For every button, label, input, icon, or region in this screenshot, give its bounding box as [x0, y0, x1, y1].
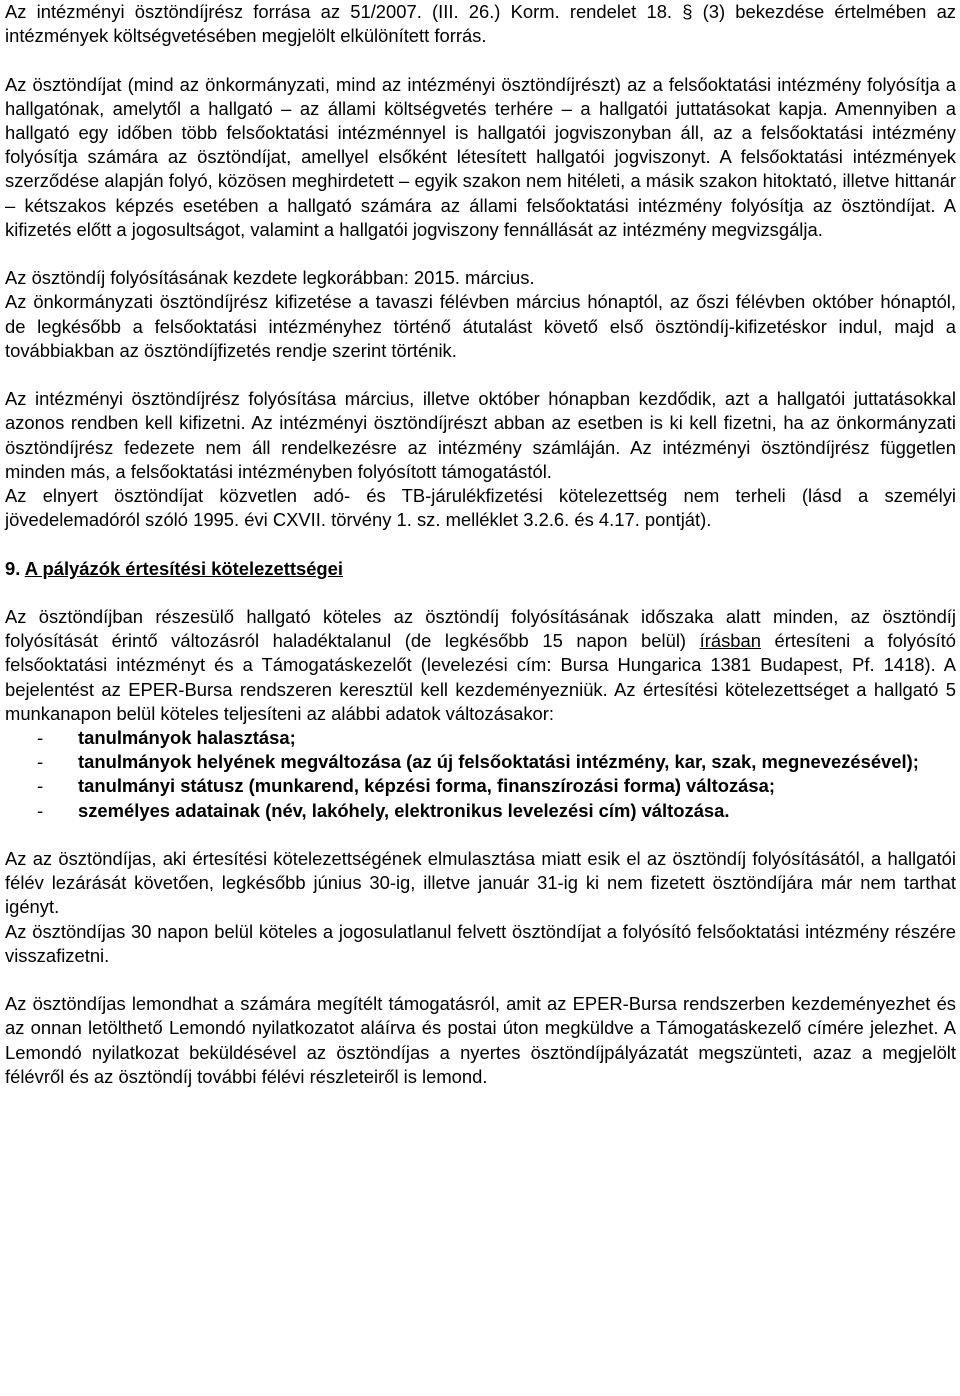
paragraph-institutional-part: Az intézményi ösztöndíjrész folyósítása március, illetve október hónapban kezdődik, azt a hallgatói juttatásokkal azonos rendben kell kifizetni. Az intézményi ösztöndíjrészt abban az esetben is ki kell fizetni, ha az önkormányzati ösztöndíjrész fedezete nem áll rendelkezésre az intézmény számláján. Az intézményi ösztöndíjrész független minden más, a felsőoktatási intézményben folyósított támogatástól.: [5, 388, 956, 482]
section-heading: [5, 557, 956, 581]
notification-text-end: értesíteni a folyósító felsőoktatási intézményt és a Támogatáskezelőt (levelezési cím: Bursa Hungarica 1381 Budapest, Pf. 1418). A bejelentést az EPER-Bursa rendszeren keresztül kell kezdeményezniük. Az értesítési kötelezettséget a hallgató 5 munkanapon belül köteles teljesíteni az alábbi adatok változásakor:: [5, 630, 957, 724]
notification-underlined-word: írásban: [699, 630, 761, 652]
paragraph-tax-exemption: Az elnyert ösztöndíjat közvetlen adó- és TB-járulékfizetési kötelezettség nem terheli (lásd a személyi jövedelemadóról szóló 1995. évi CXVII. törvény 1. sz. melléklet 3.2.6. és 4.17. pontját).: [5, 485, 956, 531]
notification-text-start: Az ösztöndíjban részesülő hallgató köteles az ösztöndíj folyósításának időszaka alatt minden, az ösztöndíj folyósítását érintő változásról haladéktalanul (de legkésőbb 15 napon belül): [5, 606, 956, 652]
paragraph-funding-source: Az intézményi ösztöndíjrész forrása az 51/2007. (III. 26.) Korm. rendelet 18. § (3) bekezdése értelmében az intézmények költségvetésében megjelölt elkülönített forrás.: [5, 1, 956, 47]
paragraph-disbursing-institution: Az ösztöndíjat (mind az önkormányzati, mind az intézményi ösztöndíjrészt) az a felsőoktatási intézmény folyósítja a hallgatónak, amelytől a hallgató – az állami költségvetés terhére – a hallgatói juttatásokat kapja. Amennyiben a hallgató egy időben több felsőoktatási intézménnyel is hallgatói jogviszonyban áll, az a felsőoktatási intézmény folyósítja számára az ösztöndíjat, amellyel elsőként létesített hallgatói jogviszonyt. A felsőoktatási intézmények szerződése alapján folyó, közösen meghirdetett – egyik szakon nem hitéleti, a másik szakon hitoktató, illetve hittanár – kétszakos képzés esetében a hallgató számára az állami felsőoktatási intézmény folyósítja az ösztöndíjat. A kifizetés előtt a jogosultságot, valamint a hallgatói jogviszony fennállását az intézmény megvizsgálja.: [5, 73, 956, 240]
paragraph-withdrawal: Az ösztöndíjas lemondhat a számára megítélt támogatásról, amit az EPER-Bursa rendszerben kezdeményezhet és az onnan letölthető Lemondó nyilatkozatot aláírva és postai úton megküldve a Támogatáskezelő címére jelezhet. A Lemondó nyilatkozat beküldésével az ösztöndíjas a nyertes ösztöndíjpályázatát megszünteti, azaz a megjelölt félévről és az ösztöndíj további félévi részleteiről is lemond.: [5, 993, 956, 1087]
list-item-text: tanulmányi státusz (munkarend, képzési forma, finanszírozási forma) változása;: [78, 775, 775, 797]
list-item: [5, 726, 956, 750]
paragraph-repayment: Az ösztöndíjas 30 napon belül köteles a jogosulatlanul felvett ösztöndíjat a folyósító felsőoktatási intézmény részére visszafizetni.: [5, 920, 956, 966]
list-item-text: tanulmányok halasztása;: [78, 727, 296, 749]
paragraph-start-date: Az ösztöndíj folyósításának kezdete legkorábban: 2015. március.: [5, 267, 535, 289]
list-item-text: tanulmányok helyének megváltozása (az új felsőoktatási intézmény, kar, szak, megnevezésével);: [78, 751, 919, 773]
paragraph-notification-duty: [5, 605, 956, 726]
list-item: [5, 799, 956, 823]
list-item-text: személyes adatainak (név, lakóhely, elektronikus levelezési cím) változása.: [78, 799, 730, 821]
list-dash: -: [37, 751, 44, 773]
section-title: A pályázók értesítési kötelezettségei: [24, 557, 344, 579]
paragraph-missed-notification: Az az ösztöndíjas, aki értesítési kötelezettségének elmulasztása miatt esik el az ösztöndíj folyósításától, a hallgatói félév lezárását követően, legkésőbb június 30-ig, illetve január 31-ig ki nem fizetett ösztöndíjára már nem tarthat igényt.: [5, 848, 956, 918]
section-number: 9.: [5, 557, 21, 579]
list-item: [5, 750, 956, 774]
paragraph-municipal-part: Az önkormányzati ösztöndíjrész kifizetése a tavaszi félévben március hónaptól, az őszi félévben október hónaptól, de legkésőbb a felsőoktatási intézményhez történő átutalást követő első ösztöndíj-kifizetéskor indul, majd a továbbiakban az ösztöndíjfizetés rendje szerint történik.: [5, 291, 956, 361]
change-list: [5, 726, 956, 823]
list-dash: -: [37, 799, 44, 821]
list-dash: -: [37, 727, 44, 749]
list-item: [5, 774, 956, 798]
list-dash: -: [37, 775, 44, 797]
